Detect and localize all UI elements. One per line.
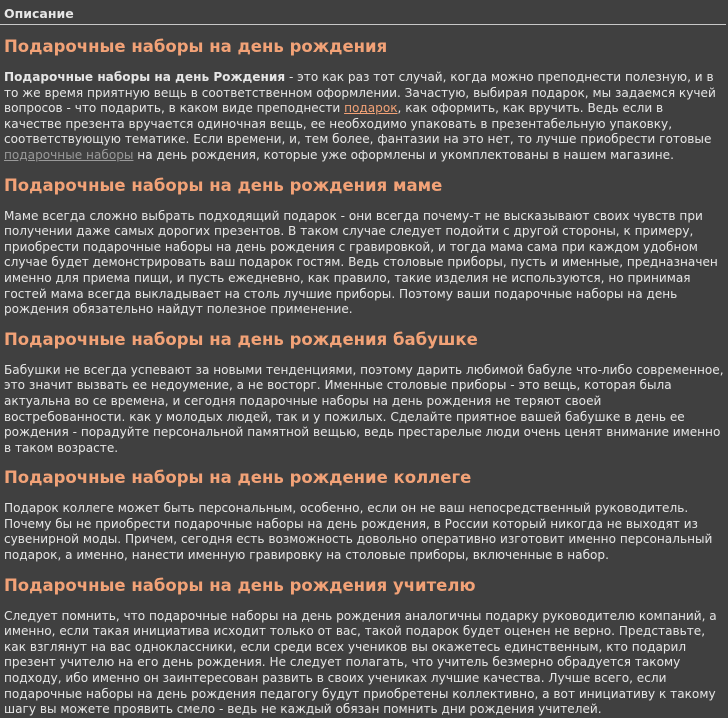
description-tab-label: Описание (4, 6, 74, 21)
section-heading-mom: Подарочные наборы на день рождения маме (4, 175, 443, 195)
section-heading-grandma: Подарочные наборы на день рождения бабушке (4, 329, 478, 349)
paragraph-fragment: , как оформить, как вручить. Ведь если в качестве презента вручается одиночная вещь, ее необходимо упаковать в презентабельную упаковку, соответствующую тематике. Если времени, и, тем более, фантазии на это нет, то лучше приобрести готовые (4, 101, 712, 147)
description-tab[interactable] (0, 0, 726, 25)
section-text-teacher: Следует помнить, что подарочные наборы на день рождения аналогичны подарку руководителю компаний, а именно, если такая инициатива исходит только от вас, такой подарок будет оценен не верно. Представьте, как взглянут на вас одноклассники, если среди всех учеников вы окажетесь единственным, кто подарил презент учителю на его день рождения. Не следует полагать, что учитель безмерно обрадуется такому подходу, ибо именно он заинтересован развить в своих учениках лучшие качества. Лучше всего, если подарочные наборы на день рождения педагогу будут приобретены коллективно, а вот инициативу к такому шагу вы можете проявить смело - ведь не каждый обязан помнить дни рождения учителей. (4, 608, 717, 717)
section-text-birthday-gift-sets (4, 70, 724, 164)
section-text-colleague: Подарок коллеге может быть персональным, особенно, если он не ваш непосредственный руководитель. Почему бы не приобрести подарочные наборы на день рождения, в России который никогда не выходят из сувенирной моды. Причем, сегодня есть возможность довольно оперативно изготовит именно персональный подарок, а именно, нанести именную гравировку на столовые приборы, включенные в набор. (4, 501, 713, 563)
section-text-mom: Маме всегда сложно выбрать подходящий подарок - они всегда почему-т не высказывают своих чувств при получении даже самых дорогих презентов. В таком случае следует подойти с другой стороны, к примеру, приобрести подарочные наборы на день рождения с гравировкой, и тогда мама сама при каждом удобном случае будет демонстрировать ваш подарок гостям. Ведь столовые приборы, пусть и именные, предназначен именно для приема пищи, и пусть ежедневно, как правило, такие изделия не используются, но принимая гостей мама всегда выкладывает на столь лучшие приборы. Поэтому ваши подарочные наборы на день рождения обязательно найдут полезное применение. (4, 208, 718, 317)
section-heading-colleague: Подарочные наборы на день рождение коллеге (4, 468, 472, 488)
paragraph-fragment: - это как раз тот случай, когда можно преподнести полезную, и в то же время приятную вещь в соответственном оформлении. Зачастую, выбирая подарок, мы задаемся кучей вопросов - что подарить, в каком виде преподнести (4, 70, 716, 116)
lead-phrase: Подарочные наборы на день Рождения (4, 70, 286, 84)
paragraph-fragment: на день рождения, которые уже оформлены и укомплектованы в нашем магазине. (133, 147, 674, 162)
section-text-grandma: Бабушки не всегда успевают за новыми тенденциями, поэтому дарить любимой бабуле что-либо современное, это значит вызвать ее недоумение, а не восторг. Именные столовые приборы - это вещь, которая была актуальна во се времена, и сегодня подарочные наборы на день рождения не теряют своей востребованности. как у молодых людей, так и у пожилых. Сделайте приятное вашей бабушке в день ее рождения - порадуйте персональной памятной вещью, ведь престарелые люди очень ценят внимание именно в таком возрасте. (4, 362, 724, 455)
description-content (0, 37, 728, 718)
section-heading-teacher: Подарочные наборы на день рождения учителю (4, 575, 476, 595)
gift-sets-link[interactable]: подарочные наборы (4, 147, 134, 162)
section-heading-birthday-gift-sets: Подарочные наборы на день рождения (4, 37, 388, 56)
gift-link[interactable]: подарок (344, 101, 398, 116)
